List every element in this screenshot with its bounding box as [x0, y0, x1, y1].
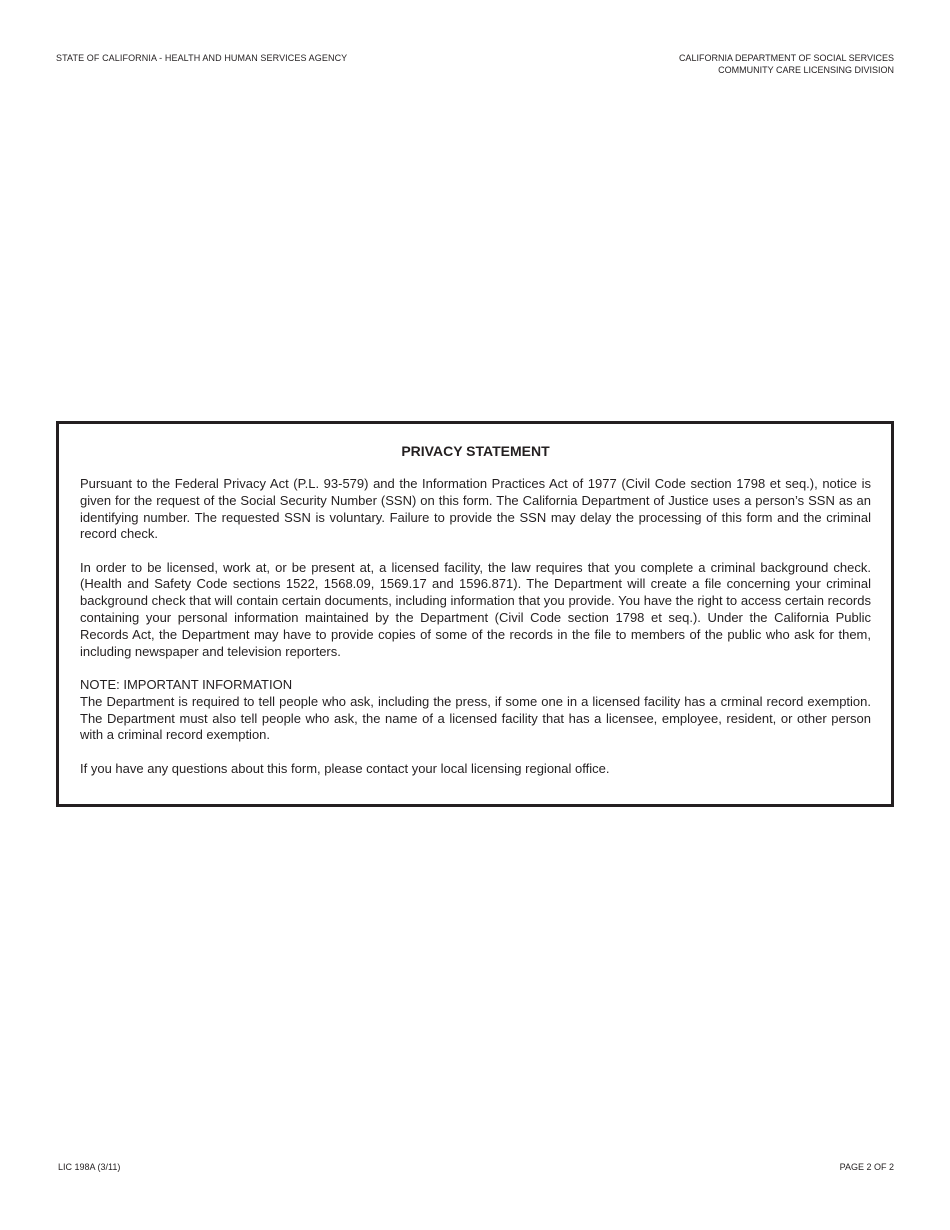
division-name: COMMUNITY CARE LICENSING DIVISION — [718, 64, 894, 75]
privacy-paragraph-background-check: In order to be licensed, work at, or be present at, a licensed facility, the law requires that you complete a criminal background check. (Health and Safety Code sections 1522, 1568.09, 1569.17 and 1596.871). The Department will create a file concerning your criminal background check that will contain certain documents, including information that you provide. You have the right to access certain records containing your personal information maintained by the Department (Civil Code section 1798 et seq.). Under the California Public Records Act, the Department may have to provide copies of some of the records in the file to members of the public who ask for them, including newspaper and television reporters. — [80, 559, 871, 659]
form-number: LIC 198A (3/11) — [58, 1162, 121, 1172]
department-header — [679, 53, 894, 76]
department-name: CALIFORNIA DEPARTMENT OF SOCIAL SERVICES — [678, 53, 894, 63]
privacy-statement-box — [56, 421, 894, 807]
note-body: The Department is required to tell people who ask, including the press, if some one in a licensed facility has a crminal record exemption. The Department must also tell people who ask, the name of a licensed facility that has a licensee, employee, resident, or other person with a criminal record exemption. — [80, 693, 871, 743]
privacy-statement-title: PRIVACY STATEMENT — [401, 443, 550, 459]
privacy-paragraph-ssn: Pursuant to the Federal Privacy Act (P.L. 93-579) and the Information Practices Act of 1977 (Civil Code section 1798 et seq.), notice is given for the request of the Social Security Number (SSN) on this form. The California Department of Justice uses a person’s SSN as an identifying number. The requested SSN is voluntary. Failure to provide the SSN may delay the processing of this form and the criminal record check. — [80, 476, 871, 542]
contact-paragraph: If you have any questions about this form, please contact your local licensing regional office. — [80, 760, 610, 776]
agency-header: STATE OF CALIFORNIA - HEALTH AND HUMAN SERVICES AGENCY — [56, 53, 348, 63]
page-number: PAGE 2 OF 2 — [839, 1162, 894, 1172]
note-heading: NOTE: IMPORTANT INFORMATION — [80, 676, 293, 692]
